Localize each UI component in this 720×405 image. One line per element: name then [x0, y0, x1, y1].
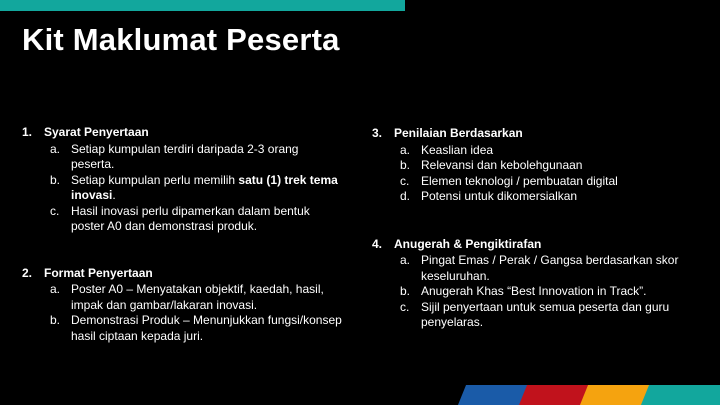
top-accent-bar [0, 0, 405, 11]
right-column [372, 126, 692, 331]
list-item [22, 142, 342, 173]
list-item [22, 313, 342, 344]
section-title: Penilaian Berdasarkan [394, 126, 523, 140]
item-letter: a. [50, 282, 61, 296]
item-text-bold: satu (1) trek tema inovasi [71, 172, 338, 202]
section-title: Format Penyertaan [44, 265, 153, 280]
list-item [22, 204, 342, 235]
item-text: Demonstrasi Produk – Menunjukkan fungsi/konsep hasil ciptaan kepada juri. [71, 313, 342, 343]
section-format-penyertaan [22, 266, 342, 345]
item-letter: b. [50, 172, 61, 187]
item-letter: a. [400, 142, 411, 157]
item-letter: c. [50, 203, 60, 218]
list-item [22, 173, 342, 204]
section-penilaian [372, 126, 692, 205]
item-text: Setiap kumpulan terdiri daripada 2-3 orang peserta. [71, 141, 299, 171]
item-text: Pingat Emas / Perak / Gangsa berdasarkan skor keseluruhan. [421, 253, 679, 283]
list-item [22, 282, 342, 313]
item-letter: a. [400, 253, 411, 267]
item-text-part: Setiap kumpulan perlu memilih [71, 172, 239, 187]
item-text: Relevansi dan kebolehgunaan [421, 158, 583, 172]
item-text: Elemen teknologi / pembuatan digital [421, 173, 618, 188]
list-item [372, 189, 692, 205]
section-number: 4. [372, 236, 383, 251]
decor-stripe-teal [641, 385, 720, 405]
section-number: 2. [22, 265, 33, 280]
list-item [372, 174, 692, 190]
item-text: Anugerah Khas “Best Innovation in Track”. [421, 284, 647, 298]
section-syarat-penyertaan [22, 125, 342, 235]
item-letter: a. [50, 141, 61, 156]
item-letter: c. [400, 299, 410, 314]
item-letter: b. [400, 158, 411, 172]
section-anugerah [372, 237, 692, 331]
item-text [71, 173, 342, 204]
item-text: Keaslian idea [421, 142, 494, 157]
item-letter: d. [400, 189, 411, 203]
list-item [372, 253, 692, 284]
section-title: Anugerah & Pengiktirafan [394, 236, 542, 251]
list-item [372, 143, 692, 159]
item-text: Potensi untuk dikomersialkan [421, 189, 578, 203]
section-title: Syarat Penyertaan [44, 125, 149, 139]
item-letter: c. [400, 173, 410, 188]
item-text-part: . [112, 188, 116, 202]
item-letter: b. [50, 313, 61, 327]
left-column [22, 125, 342, 344]
item-text: Hasil inovasi perlu dipamerkan dalam bentuk poster A0 dan demonstrasi produk. [71, 203, 310, 233]
list-item [372, 300, 692, 331]
slide-title: Kit Maklumat Peserta [22, 22, 340, 57]
section-number: 3. [372, 126, 383, 140]
list-item [372, 158, 692, 174]
section-number: 1. [22, 125, 33, 139]
item-text: Poster A0 – Menyatakan objektif, kaedah, hasil, impak dan gambar/lakaran inovasi. [71, 282, 324, 312]
item-text: Sijil penyertaan untuk semua peserta dan guru penyelaras. [421, 299, 670, 329]
item-letter: b. [400, 284, 411, 298]
list-item [372, 284, 692, 300]
